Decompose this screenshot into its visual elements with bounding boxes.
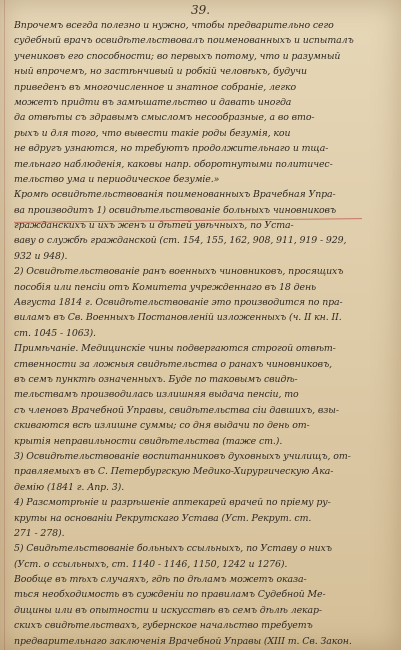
text-line: 271 - 278). [14,527,65,539]
text-line: въ семъ пунктѣ означенныхъ. Буде по таковымъ свидѣ- [14,373,298,385]
page-number: 39. [190,3,211,17]
text-line: Впрочемъ всегда полезно и нужно, чтобы предварительно сего [14,20,334,31]
text-line: 3) Освидѣтельствованіе воспитанниковъ духовныхъ училищъ, от- [14,450,351,462]
text-line: съ членовъ Врачебной Управы, свидѣтельства сіи давшихъ, взы- [14,404,339,416]
text-line: крытія неправильности свидѣтельства (таже ст.). [14,435,283,447]
text-line: не вдругъ узнаются, но требуютъ продолжительнаго и тща- [14,143,329,155]
text-line: ный впрочемъ, но застѣнчивый и робкій человѣкъ, будучи [14,66,307,78]
text-line: тельнаго наблюденія, каковы напр. оборотнутыми политичес- [14,158,333,170]
text-line: гражданскихъ и ихъ женъ и дѣтей увѣчныхъ, по Уста- [14,220,294,232]
text-line: Августа 1814 г. Освидѣтельствованіе это производится по пра- [14,297,343,309]
text-line: (Уст. о ссыльныхъ, ст. 1140 - 1146, 1150, 1242 и 1276). [14,558,288,570]
text-line: приведенъ въ многочисленное и знатное собраніе, легко [14,81,297,93]
text-line: Кромѣ освидѣтельствованія поименованныхъ Врачебная Упра- [14,189,336,201]
text-line: да отвѣты съ здравымъ смысломъ несообразные, а во вто- [14,112,315,124]
text-line: 932 и 948). [14,250,68,262]
text-line: тельство ума и периодическое безуміе.» [14,173,220,185]
text-line: Примѣчаніе. Медицинскіе чины подвергаются строгой отвѣт- [14,343,336,355]
text-line: предварительнаго заключенія Врачебной Управы (XIII т. Св. Закон. [14,635,352,647]
text-line: виламъ въ Св. Военныхъ Постановленій изложенныхъ (ч. II кн. II. [14,312,342,324]
text-line: демію (1841 г. Апр. 3). [14,481,125,493]
text-line: скиваются всѣ излишне суммы; со дня выдачи по день от- [14,420,310,432]
text-line: 5) Свидѣтельствованіе больныхъ ссыльныхъ, по Уставу о нихъ [14,543,332,555]
text-line: учениковъ его способности; во первыхъ потому, что и разумный [14,50,341,62]
text-line: пособія или пенсіи отъ Комитета учрежденнаго въ 18 день [14,281,317,293]
text-line: ственности за ложныя свидѣтельства о ранахъ чиновниковъ, [14,358,333,370]
text-line: дицины или въ опытности и искусствѣ въ семъ дѣлѣ лекар- [14,604,322,616]
text-line: 4) Разсмотрѣніе и разрѣшеніе аптекарей врачей по пріему ру- [14,497,331,509]
text-line: ваву о службѣ гражданской (ст. 154, 155, 162, 908, 911, 919 - 929, [14,235,347,247]
text-line: ться необходимость въ сужденіи по правиламъ Судебной Ме- [14,589,326,601]
manuscript-text [14,18,396,649]
text-line: ст. 1045 - 1063). [14,327,96,339]
text-line: ва производитъ 1) освидѣтельствованіе больныхъ чиновниковъ [14,204,337,216]
text-line: Вообще въ тѣхъ случаяхъ, гдѣ по дѣламъ можетъ оказа- [14,574,307,586]
text-line: рыхъ и для того, что вывести такіе роды безумія, кои [14,127,291,139]
text-line: правляемыхъ въ С. Петербургскую Медико-Хирургическую Ака- [14,466,334,478]
margin-rule [4,0,5,650]
text-line: можетъ придти въ замѣшательство и давать иногда [14,96,292,108]
text-line: круты на основаніи Рекрутскаго Устава (Уст. Рекрут. ст. [14,512,312,524]
text-line: судебный врачъ освидѣтельствовалъ поименованныхъ и испыталъ [14,35,354,47]
text-line: тельствамъ производилась излишняя выдача пенсіи, то [14,389,299,401]
text-line: 2) Освидѣтельствованіе ранъ военныхъ чиновниковъ, просящихъ [14,266,344,278]
text-line: скихъ свидѣтельствахъ, губернское начальство требуетъ [14,620,313,632]
